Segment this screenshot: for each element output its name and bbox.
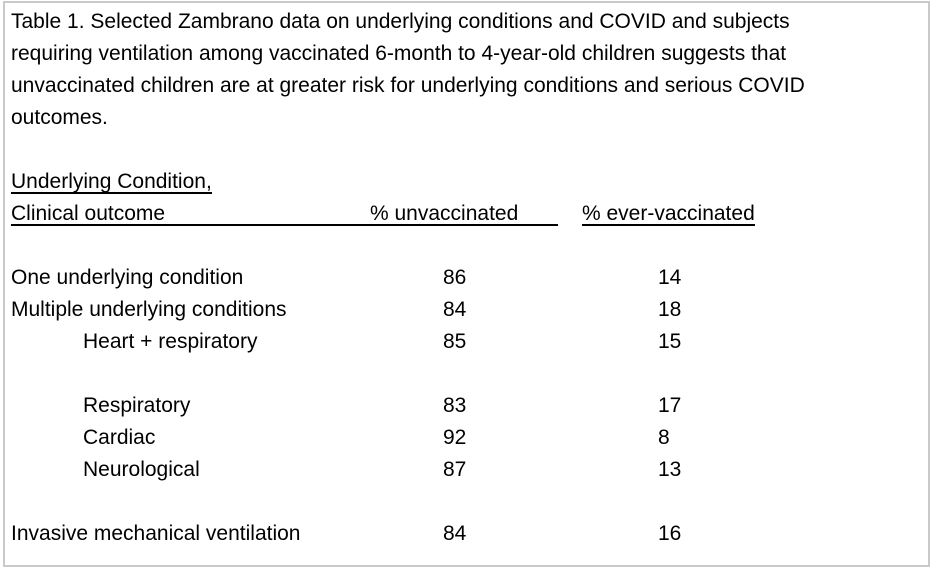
row-label: Respiratory <box>83 394 191 417</box>
pct-unvaccinated: 92 <box>443 426 467 449</box>
pct-unvaccinated: 84 <box>443 298 467 321</box>
row-label: Neurological <box>83 458 200 481</box>
pct-unvaccinated: 86 <box>443 266 467 289</box>
pct-unvaccinated: 83 <box>443 394 467 417</box>
pct-ever-vaccinated: 15 <box>658 330 682 353</box>
header-row-label-line1: Underlying Condition, <box>11 166 212 194</box>
pct-ever-vaccinated: 14 <box>658 266 682 289</box>
table-row <box>11 262 927 294</box>
pct-ever-vaccinated: 8 <box>658 426 670 449</box>
row-label: One underlying condition <box>11 266 244 289</box>
caption-line: unvaccinated children are at greater risk for underlying conditions and serious COVID <box>11 74 805 97</box>
pct-unvaccinated: 87 <box>443 458 467 481</box>
table-figure <box>11 6 927 550</box>
table-row <box>11 518 927 550</box>
row-label: Heart + respiratory <box>83 330 258 353</box>
caption-line: requiring ventilation among vaccinated 6-month to 4-year-old children suggests that <box>11 42 787 65</box>
header-row-label-line2: Clinical outcome <box>11 202 166 225</box>
pct-unvaccinated: 84 <box>443 522 467 545</box>
table-row <box>11 294 927 326</box>
header-underline-left <box>11 198 558 226</box>
pct-unvaccinated: 85 <box>443 330 467 353</box>
caption-line: Table 1. Selected Zambrano data on underlying conditions and COVID and subjects <box>11 10 790 33</box>
table-row <box>11 454 927 486</box>
pct-ever-vaccinated: 18 <box>658 298 682 321</box>
pct-ever-vaccinated: 17 <box>658 394 682 417</box>
table-row-spacer <box>11 358 927 390</box>
table-header-line1 <box>11 166 927 198</box>
table-row <box>11 326 927 358</box>
header-col-unvaccinated: % unvaccinated <box>370 202 519 225</box>
row-label: Cardiac <box>83 426 156 449</box>
row-label: Multiple underlying conditions <box>11 298 287 321</box>
row-label: Invasive mechanical ventilation <box>11 522 301 545</box>
table-row-spacer <box>11 486 927 518</box>
header-col-ever-vaccinated: % ever-vaccinated <box>582 198 755 226</box>
table-row <box>11 422 927 454</box>
blank-line <box>11 230 927 262</box>
blank-line <box>11 134 927 166</box>
pct-ever-vaccinated: 13 <box>658 458 682 481</box>
pct-ever-vaccinated: 16 <box>658 522 682 545</box>
table-row <box>11 390 927 422</box>
table-header-line2 <box>11 198 927 230</box>
caption-line: outcomes. <box>11 106 108 129</box>
